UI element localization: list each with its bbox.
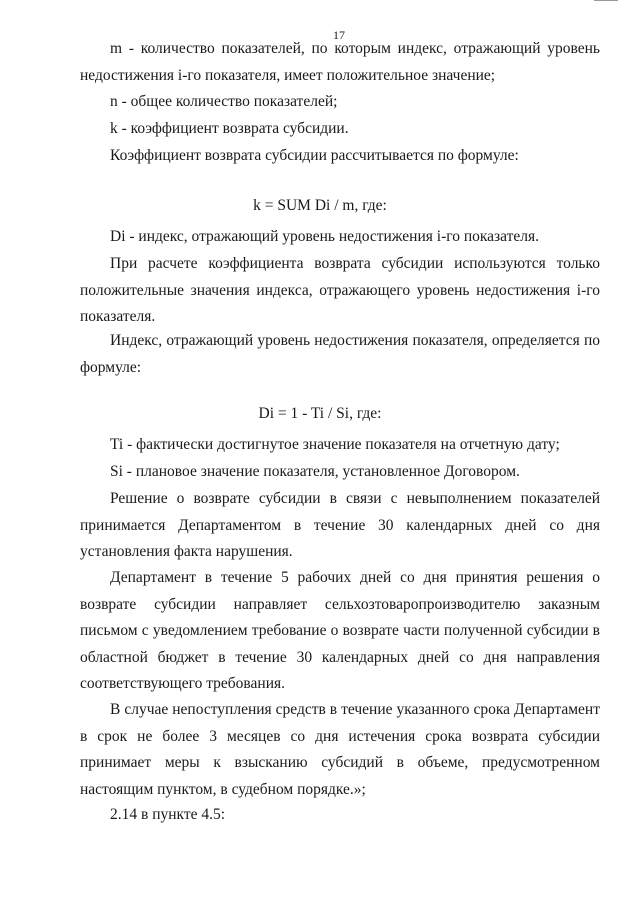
paragraph-department-notice: Департамент в течение 5 рабочих дней со дня принятия решения о возврате субсидии направляет сельхозтоваропроизводителю заказным письмом с уведомлением требование о возврате части полученной субсидии в областной бюджет в течение 30 календарных дней со дня направления соответствующего требования.	[80, 569, 600, 692]
paragraph-ti-definition: Ti - фактически достигнутое значение показателя на отчетную дату;	[110, 436, 560, 453]
formula-di: Di = 1 - Ti / Si, где:	[258, 405, 382, 422]
paragraph-point-4-5: 2.14 в пункте 4.5:	[110, 806, 226, 823]
scan-corner-mark	[594, 0, 618, 3]
paragraph-di-definition: Di - индекс, отражающий уровень недостижения i-го показателя.	[110, 228, 540, 245]
paragraph-formula-intro: Коэффициент возврата субсидии рассчитывается по формуле:	[110, 147, 519, 164]
paragraph-index-formula-intro: Индекс, отражающий уровень недостижения показателя, определяется по формуле:	[80, 332, 600, 376]
paragraph-return-decision: Решение о возврате субсидии в связи с невыполнением показателей принимается Департаментом в течение 30 календарных дней со дня установления факта нарушения.	[80, 490, 600, 560]
page-number: 17	[333, 28, 345, 42]
paragraph-positive-values: При расчете коэффициента возврата субсидии используются только положительные значения индекса, отражающего уровень недостижения i-го показателя.	[80, 255, 600, 325]
paragraph-m-definition: m - количество показателей, по которым индекс, отражающий уровень недостижения i-го показателя, имеет положительное значение;	[80, 40, 600, 84]
paragraph-k-definition: k - коэффициент возврата субсидии.	[110, 120, 349, 137]
paragraph-n-definition: n - общее количество показателей;	[110, 93, 338, 110]
paragraph-si-definition: Si - плановое значение показателя, установленное Договором.	[110, 463, 520, 480]
paragraph-non-receipt: В случае непоступления средств в течение указанного срока Департамент в срок не более 3 месяцев со дня истечения срока возврата субсидии принимает меры к взысканию субсидий в объеме, предусмотренном настоящим пунктом, в судебном порядке.»;	[80, 701, 600, 798]
formula-k: k = SUM Di / m, где:	[253, 197, 387, 214]
